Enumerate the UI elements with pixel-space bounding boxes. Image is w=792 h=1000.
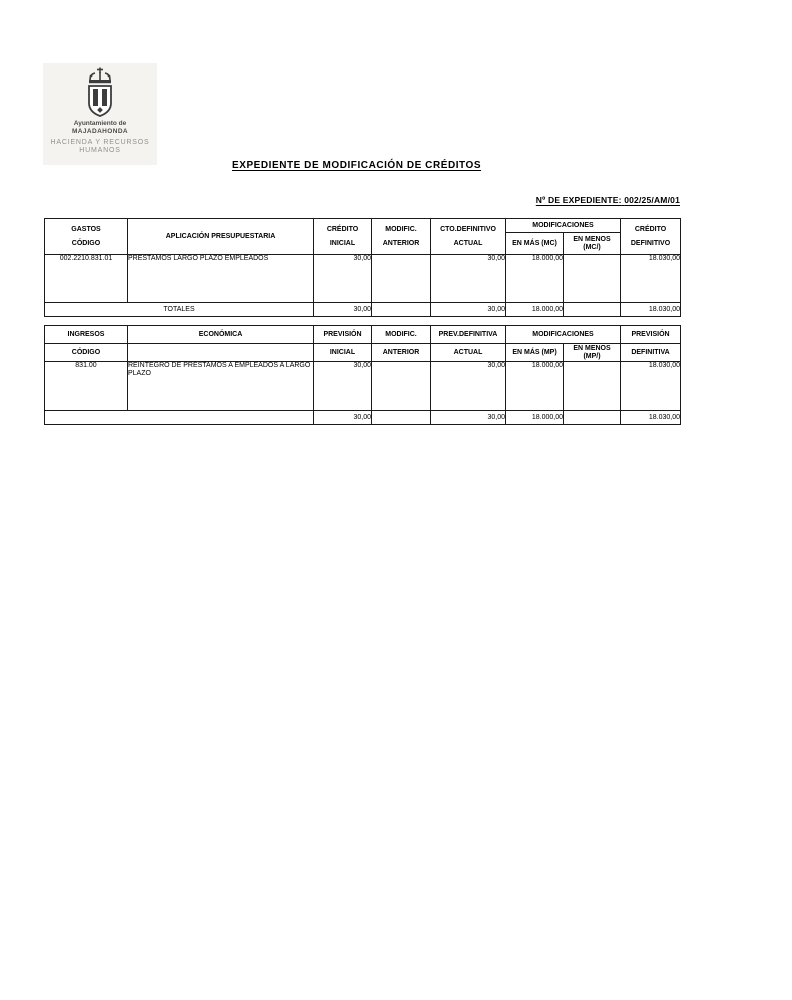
gastos-header-modificaciones: MODIFICACIONES	[506, 219, 621, 233]
ingresos-totales-en-menos	[564, 411, 621, 425]
logo-text-line2: MAJADAHONDA	[71, 127, 129, 135]
expediente-label: Nº DE EXPEDIENTE:	[535, 195, 622, 205]
ingresos-totales-modific-anterior	[372, 411, 431, 425]
ingresos-header-prev-definitiva: PREV.DEFINITIVA	[431, 326, 506, 344]
ingresos-header-prevision-def: PREVISIÓN	[621, 326, 681, 344]
gastos-totales-credito-definitivo: 18.030,00	[621, 303, 681, 317]
ingresos-table	[44, 325, 681, 425]
ingresos-row-prevision-definitiva: 18.030,00	[621, 362, 681, 411]
ingresos-totales-prev-definitiva: 30,00	[431, 411, 506, 425]
ingresos-header-inicial: INICIAL	[314, 344, 372, 362]
ingresos-header-modificaciones: MODIFICACIONES	[506, 326, 621, 344]
gastos-totales-credito-inicial: 30,00	[314, 303, 372, 317]
ingresos-row-en-menos	[564, 362, 621, 411]
logo	[43, 63, 157, 165]
gastos-row-credito-definitivo: 18.030,00	[621, 255, 681, 303]
gastos-row	[45, 255, 681, 303]
ingresos-header-en-mas: EN MÁS (MP)	[506, 344, 564, 362]
gastos-header-en-mas: EN MÁS (MC)	[506, 233, 564, 255]
ingresos-header-ingresos: INGRESOS	[45, 326, 128, 344]
gastos-row-modific-anterior	[372, 255, 431, 303]
ingresos-header-economica: ECONÓMICA	[128, 326, 314, 344]
ingresos-row-codigo: 831.00	[45, 362, 128, 411]
coat-of-arms-icon	[82, 67, 118, 119]
gastos-row-cto-definitivo: 30,00	[431, 255, 506, 303]
ingresos-totales-prevision-inicial: 30,00	[314, 411, 372, 425]
gastos-header-credito-definitivo: CRÉDITO DEFINITIVO	[621, 219, 681, 255]
ingresos-totales-prevision-definitiva: 18.030,00	[621, 411, 681, 425]
logo-department-line1: HACIENDA Y RECURSOS	[50, 139, 150, 146]
ingresos-totales-row	[45, 411, 681, 425]
ingresos-header-definitiva: DEFINITIVA	[621, 344, 681, 362]
gastos-totales-modific-anterior	[372, 303, 431, 317]
gastos-header-aplicacion: APLICACIÓN PRESUPUESTARIA	[128, 219, 314, 255]
gastos-row-credito-inicial: 30,00	[314, 255, 372, 303]
ingresos-row	[45, 362, 681, 411]
ingresos-header-prevision: PREVISIÓN	[314, 326, 372, 344]
ingresos-totales-label	[45, 411, 314, 425]
gastos-header-modific-anterior: MODIFIC. ANTERIOR	[372, 219, 431, 255]
gastos-header-en-menos: EN MENOS (MC/)	[564, 233, 621, 255]
gastos-header-cto-definitivo: CTO.DEFINITIVO ACTUAL	[431, 219, 506, 255]
ingresos-row-modific-anterior	[372, 362, 431, 411]
ingresos-row-descripcion: REINTEGRO DE PRÉSTAMOS A EMPLEADOS A LARGO PLAZO	[128, 362, 314, 411]
ingresos-row-en-mas: 18.000,00	[506, 362, 564, 411]
ingresos-header-en-menos: EN MENOS (MP/)	[564, 344, 621, 362]
gastos-table	[44, 218, 681, 317]
gastos-row-en-mas: 18.000,00	[506, 255, 564, 303]
gastos-totales-label: TOTALES	[45, 303, 314, 317]
logo-department-line2: HUMANOS	[79, 147, 121, 154]
gastos-row-descripcion: PRESTAMOS LARGO PLAZO EMPLEADOS	[128, 255, 314, 303]
gastos-header-codigo: GASTOS CÓDIGO	[45, 219, 128, 255]
ingresos-header-modific: MODIFIC.	[372, 326, 431, 344]
gastos-totales-row	[45, 303, 681, 317]
expediente-number: 002/25/AM/01	[624, 195, 680, 205]
gastos-totales-cto-definitivo: 30,00	[431, 303, 506, 317]
page-title: EXPEDIENTE DE MODIFICACIÓN DE CRÉDITOS	[232, 160, 482, 171]
gastos-header-credito-inicial: CRÉDITO INICIAL	[314, 219, 372, 255]
ingresos-header-actual: ACTUAL	[431, 344, 506, 362]
gastos-row-en-menos	[564, 255, 621, 303]
ingresos-row-prevision-inicial: 30,00	[314, 362, 372, 411]
ingresos-header-codigo: CÓDIGO	[45, 344, 128, 362]
ingresos-totales-en-mas: 18.000,00	[506, 411, 564, 425]
ingresos-row-prev-definitiva: 30,00	[431, 362, 506, 411]
ingresos-header-anterior: ANTERIOR	[372, 344, 431, 362]
ingresos-header-economica-empty	[128, 344, 314, 362]
gastos-totales-en-menos	[564, 303, 621, 317]
logo-text-line1: Ayuntamiento de	[73, 120, 127, 127]
expediente-line	[536, 195, 680, 205]
gastos-totales-en-mas: 18.000,00	[506, 303, 564, 317]
gastos-row-codigo: 002.2210.831.01	[45, 255, 128, 303]
